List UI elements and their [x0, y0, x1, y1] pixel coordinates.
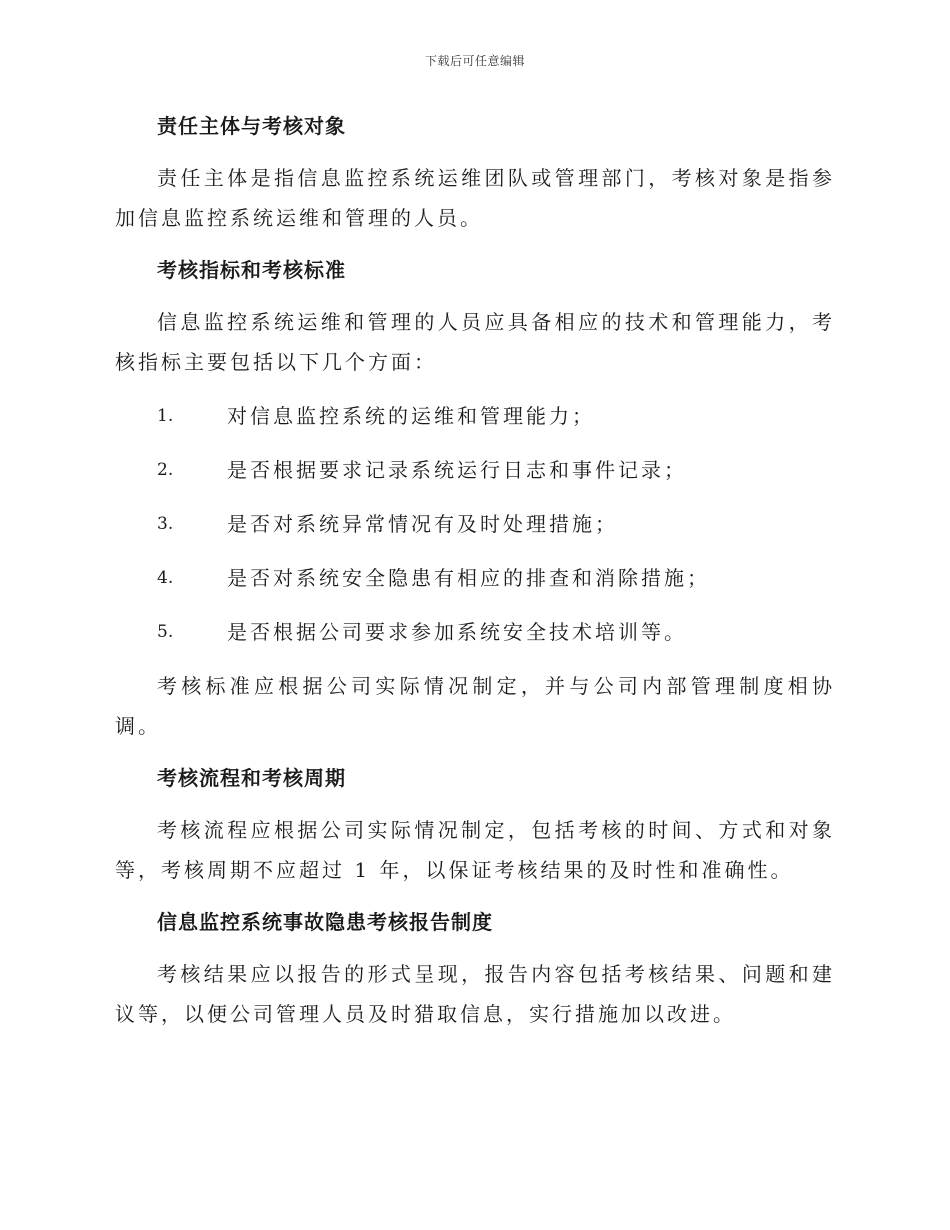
- document-body: [115, 108, 835, 1034]
- list-item: [115, 504, 835, 558]
- list-text: 是否对系统异常情况有及时处理措施；: [227, 512, 618, 536]
- list-number: 4.: [157, 568, 174, 588]
- list-number: 1.: [157, 406, 174, 426]
- list-text: 是否对系统安全隐患有相应的排查和消除措施；: [227, 566, 710, 590]
- section-paragraph: 责任主体是指信息监控系统运维团队或管理部门，考核对象是指参加信息监控系统运维和管理的人员。: [115, 166, 835, 230]
- list-item: [115, 396, 835, 450]
- page-header: 下载后可任意编辑: [424, 54, 525, 68]
- section-paragraph: 考核流程应根据公司实际情况制定，包括考核的时间、方式和对象等，考核周期不应超过 1 年，以保证考核结果的及时性和准确性。: [115, 818, 835, 882]
- list-item: [115, 612, 835, 666]
- section-paragraph: 考核结果应以报告的形式呈现，报告内容包括考核结果、问题和建议等，以便公司管理人员及时猎取信息，实行措施加以改进。: [115, 962, 835, 1026]
- section-heading: 信息监控系统事故隐患考核报告制度: [157, 910, 493, 934]
- section-heading: 考核流程和考核周期: [157, 766, 346, 790]
- criteria-list: [115, 396, 835, 666]
- list-item: [115, 450, 835, 504]
- list-text: 是否根据公司要求参加系统安全技术培训等。: [227, 620, 687, 644]
- section-paragraph: 考核标准应根据公司实际情况制定，并与公司内部管理制度相协调。: [115, 674, 835, 738]
- list-number: 5.: [157, 622, 174, 642]
- section-heading: 考核指标和考核标准: [157, 258, 346, 282]
- list-text: 是否根据要求记录系统运行日志和事件记录；: [227, 458, 687, 482]
- list-text: 对信息监控系统的运维和管理能力；: [227, 404, 595, 428]
- section-heading: 责任主体与考核对象: [157, 114, 346, 138]
- section-paragraph: 信息监控系统运维和管理的人员应具备相应的技术和管理能力，考核指标主要包括以下几个方面：: [115, 310, 835, 374]
- list-item: [115, 558, 835, 612]
- list-number: 3.: [157, 514, 174, 534]
- list-number: 2.: [157, 460, 174, 480]
